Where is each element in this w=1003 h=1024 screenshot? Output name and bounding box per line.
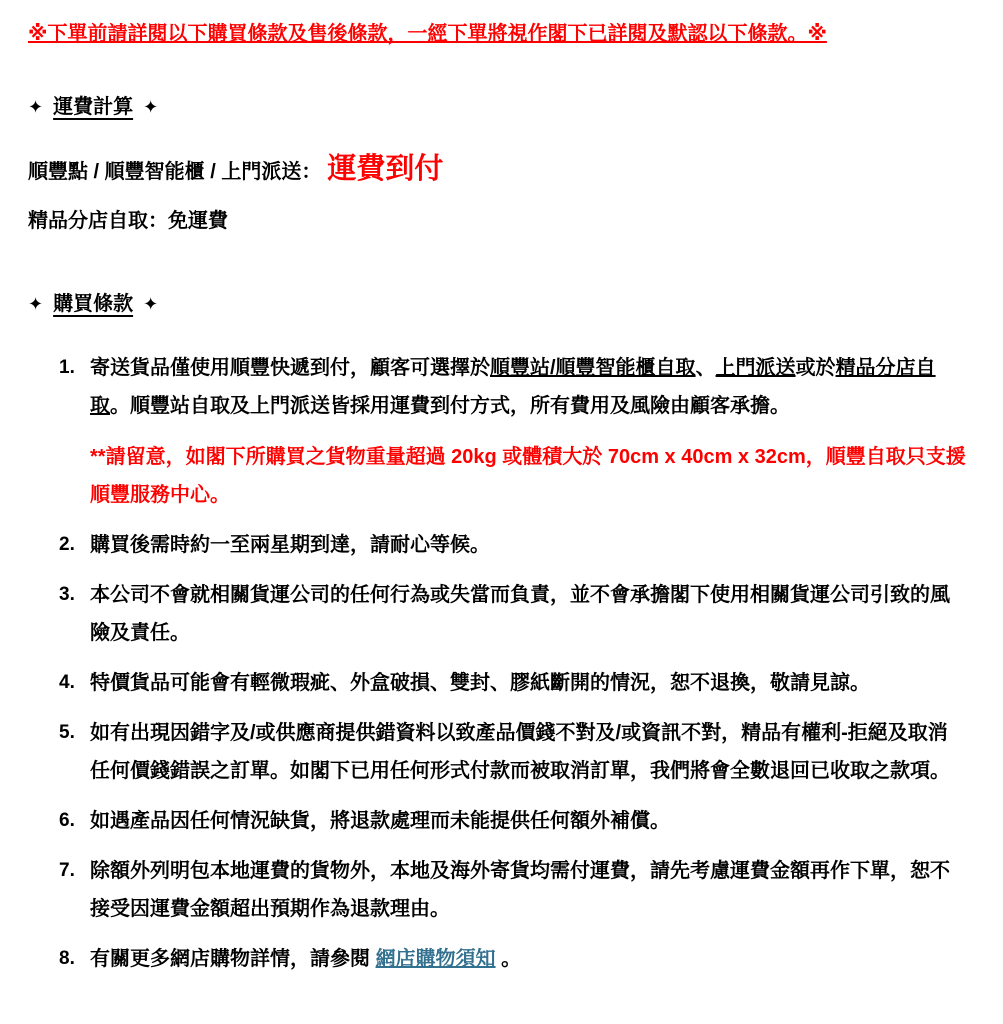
door-delivery-option: 上門派送 — [715, 357, 796, 379]
term-item-6 — [30, 802, 975, 840]
pre-order-notice: ※下單前請詳閱以下購買條款及售後條款，一經下單將視作閣下已詳閱及默認以下條款。※ — [28, 23, 827, 45]
term-body — [90, 714, 975, 790]
term-text-segment: 。順豐站自取及上門派送皆採用運費到付方式，所有費用及風險由顧客承擔。 — [110, 395, 790, 417]
star-right-icon: ✦ — [143, 294, 159, 314]
shipping-methods-label: 順豐點 / 順豐智能櫃 / 上門派送： — [28, 161, 322, 183]
term-item-7 — [30, 852, 975, 928]
shipping-methods-line — [28, 146, 975, 187]
term-text-segment: 有關更多網店購物詳情，請參閱 — [90, 948, 376, 970]
shipping-section-heading — [28, 94, 975, 120]
term-number: 8. — [59, 948, 75, 969]
term-number: 6. — [59, 810, 75, 831]
term-number: 2. — [59, 534, 75, 555]
term-text-segment: 。 — [495, 948, 522, 970]
terms-section-heading — [28, 291, 975, 317]
term-number: 3. — [59, 584, 75, 605]
term-text — [90, 940, 967, 978]
term-body — [90, 664, 975, 702]
term-item-5 — [30, 714, 975, 790]
terms-heading-text: 購買條款 — [53, 293, 134, 315]
term-number: 7. — [59, 860, 75, 881]
term-text: 特價貨品可能會有輕微瑕疵、外盒破損、雙封、膠紙斷開的情況，恕不退換，敬請見諒。 — [90, 672, 870, 694]
term-text: 如遇產品因任何情況缺貨，將退款處理而未能提供任何額外補償。 — [90, 810, 670, 832]
term-text: 除額外列明包本地運費的貨物外，本地及海外寄貨均需付運費，請先考慮運費金額再作下單，恕不接受因運費金額超出預期作為退款理由。 — [90, 860, 950, 920]
term-text: 如有出現因錯字及/或供應商提供錯資料以致產品價錢不對及/或資訊不對，精品有權利-拒絕及取消任何價錢錯誤之訂單。如閣下已用任何形式付款而被取消訂單，我們將會全數退回已收取之款項。 — [90, 722, 950, 782]
term-body — [90, 526, 975, 564]
term-number: 1. — [59, 357, 75, 378]
star-left-icon: ✦ — [28, 97, 44, 117]
term-body — [90, 802, 975, 840]
term-text-segment: 寄送貨品僅使用順豐快遞到付，顧客可選擇於 — [90, 357, 490, 379]
term-number: 5. — [59, 722, 75, 743]
term-text-segment: 、 — [695, 357, 716, 379]
store-pickup-line: 精品分店自取：免運費 — [28, 210, 228, 232]
star-right-icon: ✦ — [143, 97, 159, 117]
shipping-heading-text: 運費計算 — [53, 96, 134, 118]
term-body — [90, 940, 975, 978]
term-item-2 — [30, 526, 975, 564]
cod-value: 運費到付 — [327, 153, 444, 185]
term-text: 本公司不會就相關貨運公司的任何行為或失當而負責，並不會承擔閣下使用相關貨運公司引致的風險及責任。 — [90, 584, 950, 644]
term-item-4 — [30, 664, 975, 702]
term-body — [90, 349, 975, 514]
store-pickup-option: 精品分店自取 — [90, 357, 936, 417]
term-text — [90, 349, 967, 425]
term-text: 購買後需時約一至兩星期到達，請耐心等候。 — [90, 534, 490, 556]
term-body — [90, 852, 975, 928]
terms-list — [30, 349, 975, 978]
term-number: 4. — [59, 672, 75, 693]
term-body — [90, 576, 975, 652]
shop-guide-link[interactable]: 網店購物須知 — [375, 948, 496, 970]
term-item-1 — [30, 349, 975, 514]
star-left-icon: ✦ — [28, 294, 44, 314]
term-text-segment: 或於 — [795, 357, 836, 379]
weight-limit-note: **請留意，如閣下所購買之貨物重量超過 20kg 或體積大於 70cm x 40cm x 32cm，順豐自取只支援順豐服務中心。 — [90, 446, 966, 506]
sf-station-pickup-option: 順豐站/順豐智能櫃自取 — [490, 357, 696, 379]
term-item-8 — [30, 940, 975, 978]
term-item-3 — [30, 576, 975, 652]
